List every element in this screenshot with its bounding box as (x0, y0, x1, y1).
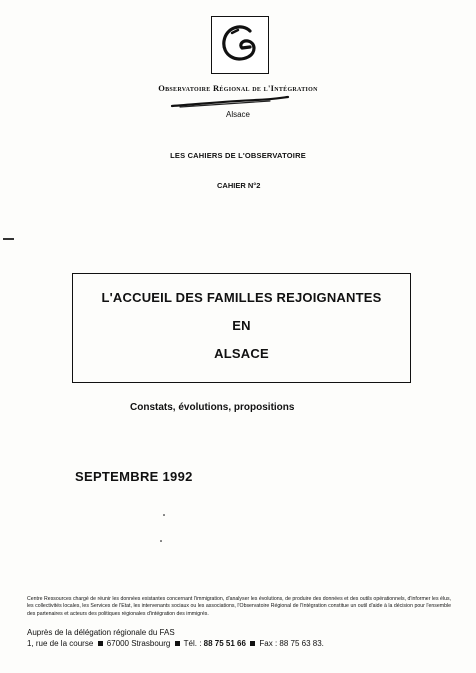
publication-date: SEPTEMBRE 1992 (75, 469, 193, 484)
fax-number: 88 75 63 83. (279, 639, 324, 648)
address-line-2 (27, 639, 324, 648)
postal-city: 67000 Strasbourg (106, 639, 171, 648)
square-bullet-icon (98, 641, 103, 646)
observatoire-logo (211, 16, 269, 74)
address-line-1: Auprès de la délégation régionale du FAS (27, 628, 175, 637)
tel-label: Tél. : (183, 639, 202, 648)
subtitle: Constats, évolutions, propositions (130, 402, 295, 413)
tel-number: 88 75 51 66 (203, 639, 246, 648)
square-bullet-icon (175, 641, 180, 646)
margin-mark (3, 238, 14, 240)
signature-swoosh (170, 95, 290, 109)
organization-name: Observatoire Régional de l'Intégration (158, 83, 318, 93)
issue-number: CAHIER N°2 (217, 181, 261, 190)
footer-description: Centre Ressources chargé de réunir les données existantes concernant l'immigration, d'analyser les évolutions, de produire des données et des outils opérationnels, d'informer les élus, les collectivités locales, les Services de l'Etat, les intervenants sociaux ou les associations, l'Observatoire Régional de l'Intégration constitue un outil d'aide à la décision pour l'ensemble des partenaires et acteurs des politiques régionales d'intégration des immigrés. (27, 596, 451, 617)
square-bullet-icon (250, 641, 255, 646)
region-label: Alsace (225, 110, 250, 119)
street: 1, rue de la course (27, 639, 94, 648)
title-line-3: ALSACE (214, 346, 269, 361)
series-title: LES CAHIERS DE L'OBSERVATOIRE (170, 151, 306, 160)
title-line-2: EN (232, 318, 251, 333)
scan-speck (163, 514, 165, 516)
title-box (72, 273, 411, 383)
title-line-1: L'ACCUEIL DES FAMILLES REJOIGNANTES (101, 290, 382, 305)
fax-label: Fax : (259, 639, 278, 648)
scan-speck (160, 540, 162, 542)
